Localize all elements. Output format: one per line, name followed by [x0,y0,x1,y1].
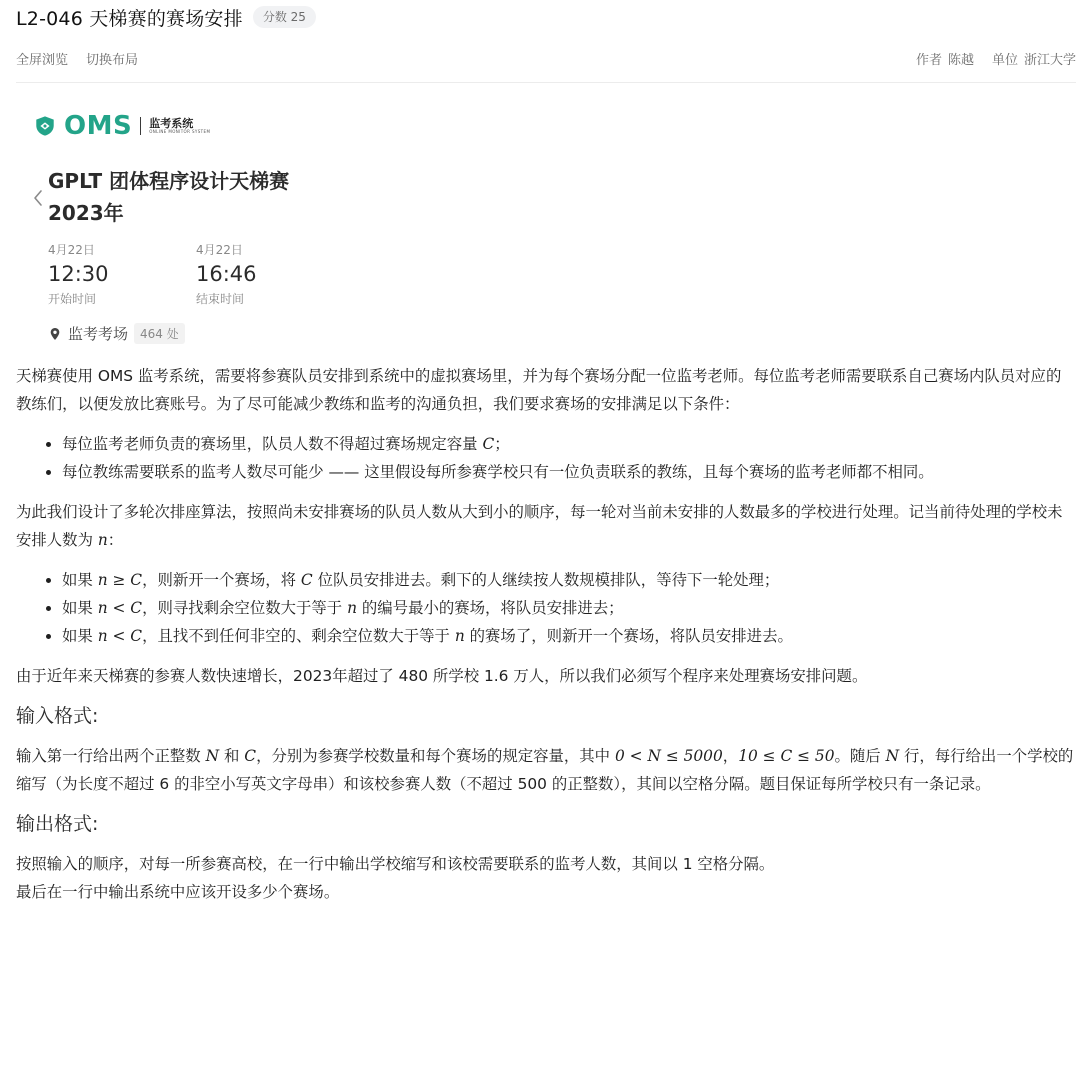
chevron-left-icon[interactable] [30,187,46,209]
oms-logo-subtitle [149,118,210,134]
problem-page [16,0,1076,906]
oms-shield-icon [34,115,56,137]
condition-item [62,430,1076,458]
math-var: C [482,435,495,453]
output-format-paragraph [16,850,1076,906]
oms-logo-sub-cn: 监考系统 [149,117,194,130]
oms-logo-text: OMS [64,111,133,141]
author-value: 陈越 [947,52,974,68]
case-text: 的编号最小的赛场，将队员安排进去； [361,599,624,617]
venue-row [48,323,318,344]
input-text: ，分别为参赛学校数量和每个赛场的规定容量，其中 [256,747,611,765]
unit-label: 单位 [991,52,1018,68]
input-format-heading: 输入格式: [16,705,99,727]
location-pin-icon [48,327,62,341]
case-text: 位队员安排进去。剩下的人继续按人数规模排队，等待下一轮处理； [317,571,780,589]
math-var: C [244,747,257,765]
score-badge: 分数 25 [253,6,316,28]
problem-toolbar [16,34,1076,83]
problem-meta [916,49,1076,68]
unit-meta [992,49,1076,68]
condition-text: 每位监考老师负责的赛场里，队员人数不得超过赛场规定容量 [62,435,478,453]
author-meta [916,49,974,68]
algorithm-text: 为此我们设计了多轮次排座算法，按照尚未安排赛场的队员人数从大到小的顺序，每一轮对当前未安排的人数最多的学校进行处理。记当前待处理的学校未安排人数为 [16,503,1063,549]
math-var: N [885,747,900,765]
math-var: n [97,531,108,549]
output-line-2: 最后在一行中输出系统中应该开设多少个赛场。 [16,883,340,901]
input-text: ， [722,747,739,765]
math-var: n [454,627,465,645]
venue-label: 监考考场 [68,325,129,343]
start-date: 4月22日 [48,243,95,257]
intro-paragraph: 天梯赛使用 OMS 监考系统，需要将参赛队员安排到系统中的虚拟赛场里，并为每个赛场分配一位监考老师。每位监考老师需要联系自己赛场内队员对应的教练们，以便发放比赛账号。为了尽可能减少教练和监考的沟通负担，我们要求赛场的安排满足以下条件： [16,367,1062,413]
end-time-label: 结束时间 [196,292,245,306]
conditions-list [16,430,1076,486]
case-text: ，则新开一个赛场，将 [142,571,296,589]
case-text: ，则寻找剩余空位数大于等于 [142,599,343,617]
switch-layout-link[interactable]: 切换布局 [86,52,139,68]
case-text: 的赛场了，则新开一个赛场，将队员安排进去。 [469,627,793,645]
fullscreen-link[interactable]: 全屏浏览 [16,52,69,68]
start-time-label: 开始时间 [48,292,97,306]
author-label: 作者 [915,52,942,68]
input-text: 和 [223,747,240,765]
algorithm-intro [16,498,1076,554]
output-line-1: 按照输入的顺序，对每一所参赛高校，在一行中输出学校缩写和该校需要联系的监考人数，其间以 1 空格分隔。 [16,855,775,873]
math-expression: n < C [97,599,143,617]
output-format-heading: 输出格式: [16,813,99,835]
case-text: 如果 [62,571,93,589]
input-format-paragraph [16,742,1076,798]
contest-name: GPLT 团体程序设计天梯赛 2023年 [48,169,290,225]
oms-panel-image [34,111,334,344]
math-expression: n ≥ C [97,571,143,589]
end-time-block [196,241,296,307]
algorithm-suffix: ： [107,531,124,549]
case-item [62,594,1076,622]
math-var: N [205,747,220,765]
unit-value: 浙江大学 [1023,52,1076,68]
contest-card [34,165,318,344]
end-time: 16:46 [196,262,257,286]
case-text: ，且找不到任何非空的、剩余空位数大于等于 [142,627,450,645]
math-var: C [300,571,313,589]
toolbar-actions [16,49,138,68]
algorithm-cases-list [16,566,1076,650]
condition-text: 每位教练需要联系的监考人数尽可能少 —— 这里假设每所参赛学校只有一位负责联系的教练，且每个赛场的监考老师都不相同。 [62,463,934,481]
oms-logo-sub-en: ONLINE MONITOR SYSTEM [149,129,211,134]
math-expression: 0 < N ≤ 5000 [614,747,723,765]
problem-description [16,362,1076,906]
condition-suffix: ； [494,435,510,453]
logo-divider [140,117,141,135]
start-time-block [48,241,148,307]
case-item [62,566,1076,594]
condition-item [62,458,1076,486]
case-item [62,622,1076,650]
problem-title: L2-046 天梯赛的赛场安排 [16,7,243,30]
growth-paragraph: 由于近年来天梯赛的参赛人数快速增长，2023年超过了 480 所学校 1.6 万人，所以我们必须写个程序来处理赛场安排问题。 [16,667,868,685]
start-time: 12:30 [48,262,109,286]
input-text: 行，每行给出一个学校的缩写（为长度不超过 6 的非空小写英文字母串）和该校参赛人数（不超过 500 的正整数），其间以空格分隔。题目保证每所学校只有一条记录。 [16,747,1074,793]
math-expression: 10 ≤ C ≤ 50 [738,747,835,765]
contest-times [48,241,318,307]
end-date: 4月22日 [196,243,243,257]
input-text: 。随后 [834,747,881,765]
venue-count-badge: 464 处 [134,323,185,344]
case-text: 如果 [62,627,93,645]
input-text: 输入第一行给出两个正整数 [16,747,201,765]
math-expression: n < C [97,627,143,645]
case-text: 如果 [62,599,93,617]
problem-header [16,0,1076,34]
oms-logo [34,111,334,141]
math-var: n [347,599,357,617]
